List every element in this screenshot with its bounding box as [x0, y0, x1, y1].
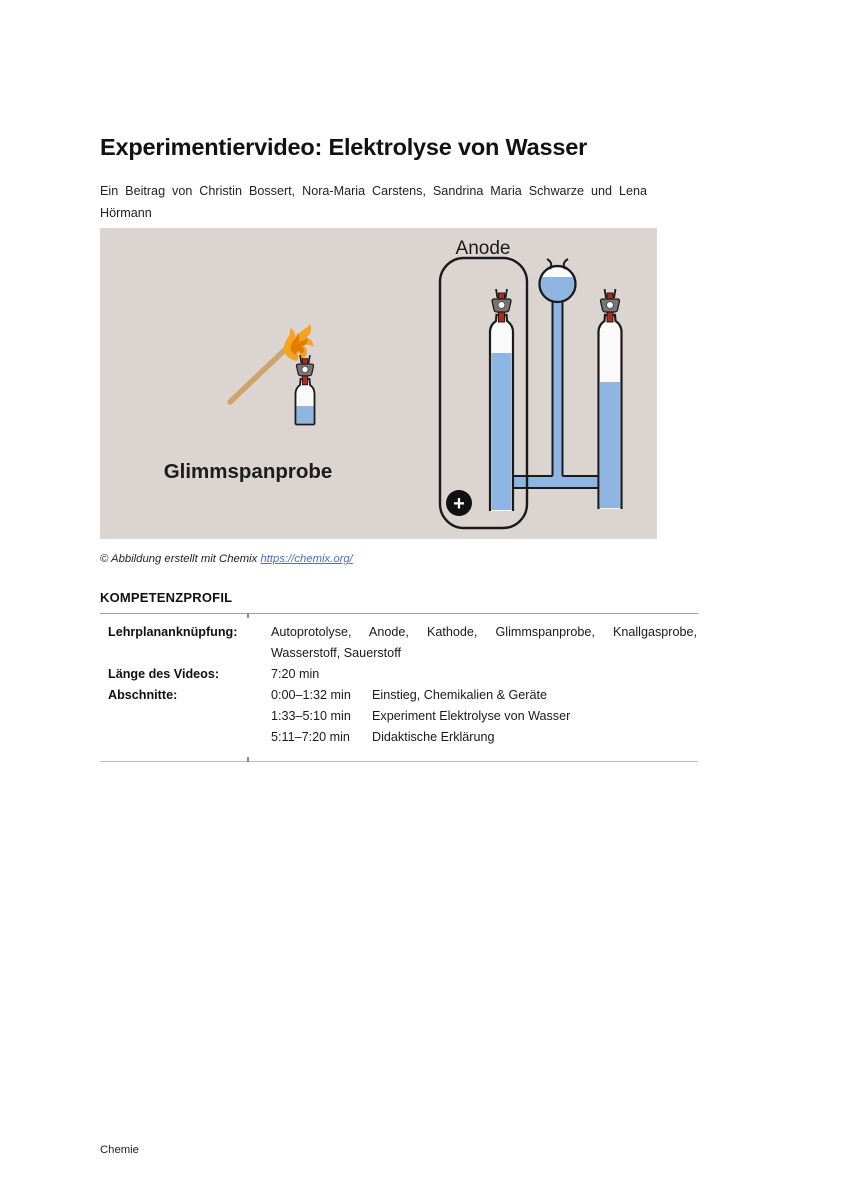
segment-desc: Didaktische Erklärung: [372, 730, 495, 744]
svg-text:+: +: [453, 493, 465, 515]
kompetenzprofil-heading: KOMPETENZPROFIL: [100, 590, 233, 605]
table-row-lehrplan: [100, 622, 698, 664]
row-label: Abschnitte:: [108, 688, 178, 702]
row-label: Länge des Videos:: [108, 667, 220, 681]
plus-electrode-icon: [446, 490, 472, 516]
video-segment: [271, 727, 697, 748]
figure-caption: [100, 553, 660, 565]
segment-time: 5:11–7:20 min: [271, 730, 350, 744]
anode-label: Anode: [455, 238, 511, 259]
footer-subject-label: Chemie: [100, 1144, 139, 1156]
column-divider-tick-bottom: [247, 757, 249, 762]
cathode-tube-icon: [599, 289, 622, 509]
anode-tube-icon: [490, 289, 513, 511]
gas-sample-tube-icon: [296, 355, 315, 424]
electrolysis-figure: [100, 228, 657, 539]
byline: Ein Beitrag von Christin Bossert, Nora-Maria Carstens, Sandrina Maria Schwarze und Lena Hörmann: [100, 183, 647, 220]
table-row-laenge: [100, 664, 698, 685]
row-label: Lehrplananknüpfung:: [108, 625, 238, 639]
chemix-link[interactable]: https://chemix.org/: [260, 553, 353, 566]
caption-text: © Abbildung erstellt mit Chemix: [100, 553, 261, 566]
row-value: [248, 685, 698, 748]
row-value: Autoprotolyse, Anode, Kathode, Glimmspanprobe, Knallgasprobe, Wasserstoff, Sauerstoff: [271, 625, 697, 660]
segment-time: 1:33–5:10 min: [271, 709, 351, 723]
page-title: Experimentiervideo: Elektrolyse von Wasser: [100, 133, 588, 160]
video-segment: [271, 706, 697, 727]
table-row-abschnitte: [100, 685, 698, 748]
column-divider-tick-top: [247, 613, 249, 618]
segment-desc: Einstieg, Chemikalien & Geräte: [372, 688, 547, 702]
splint-test-label: Glimmspanprobe: [163, 460, 333, 483]
row-value: 7:20 min: [271, 667, 320, 681]
segment-desc: Experiment Elektrolyse von Wasser: [372, 709, 571, 723]
video-segment: [271, 685, 697, 706]
kompetenzprofil-table: [100, 613, 698, 762]
segment-time: 0:00–1:32 min: [271, 688, 351, 702]
